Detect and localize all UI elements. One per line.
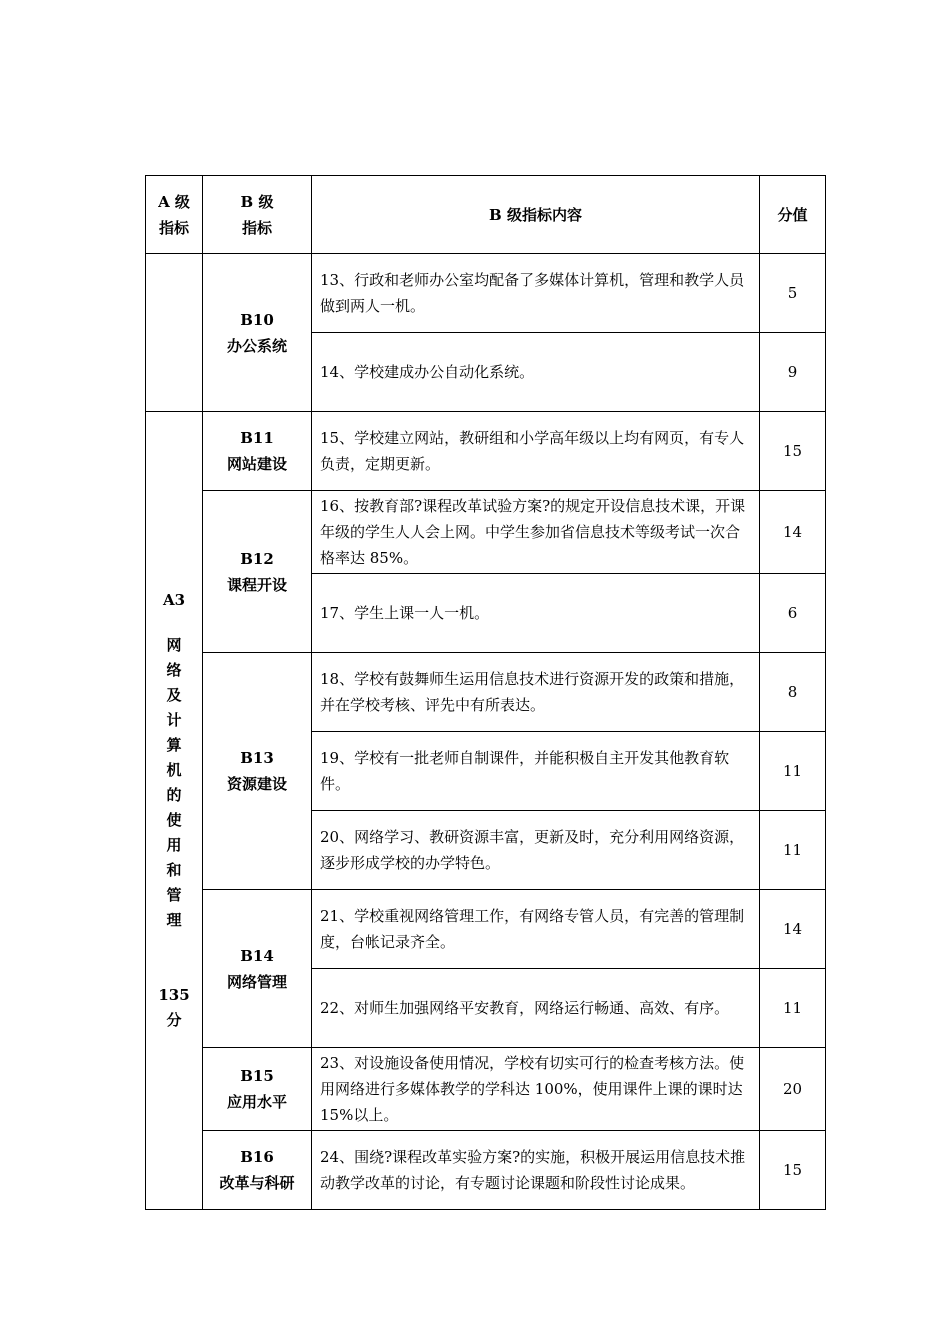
item-score: 11 bbox=[760, 732, 826, 811]
table-row bbox=[146, 412, 826, 491]
item-score: 15 bbox=[760, 412, 826, 491]
item-content: 21、学校重视网络管理工作，有网络专管人员，有完善的管理制度，台帐记录齐全。 bbox=[312, 890, 760, 969]
b-code: B13 bbox=[240, 749, 274, 767]
table-row bbox=[146, 1048, 826, 1131]
item-content: 23、对设施设备使用情况，学校有切实可行的检查考核方法。使用网络进行多媒体教学的学科达 100%，使用课件上课的课时达 15%以上。 bbox=[312, 1048, 760, 1131]
b14-cell bbox=[203, 890, 312, 1048]
b-name: 网站建设 bbox=[226, 455, 287, 473]
b-code: B12 bbox=[240, 549, 274, 568]
item-content: 13、行政和老师办公室均配备了多媒体计算机，管理和教学人员做到两人一机。 bbox=[312, 254, 760, 333]
b-name: 课程开设 bbox=[226, 575, 287, 594]
b-name: 应用水平 bbox=[226, 1093, 287, 1111]
table-row bbox=[146, 254, 826, 333]
b-code: B14 bbox=[240, 946, 274, 965]
table-row bbox=[146, 1131, 826, 1210]
a3-cell: A3 网 络 及 计 算 机 的 使 用 和 管 理 135 分 bbox=[146, 412, 203, 1210]
item-content: 18、学校有鼓舞师生运用信息技术进行资源开发的政策和措施，并在学校考核、评先中有所表达。 bbox=[312, 653, 760, 732]
item-content: 22、对师生加强网络平安教育，网络运行畅通、高效、有序。 bbox=[312, 969, 760, 1048]
item-score: 11 bbox=[760, 811, 826, 890]
item-content: 19、学校有一批老师自制课件，并能积极自主开发其他教育软件。 bbox=[312, 732, 760, 811]
b13-cell bbox=[203, 653, 312, 890]
item-score: 8 bbox=[760, 653, 826, 732]
score-header: 分值 bbox=[760, 176, 826, 254]
item-score: 9 bbox=[760, 333, 826, 412]
item-score: 6 bbox=[760, 574, 826, 653]
table-row bbox=[146, 653, 826, 732]
item-content: 24、围绕?课程改革实验方案?的实施，积极开展运用信息技术推动教学改革的讨论，有专题讨论课题和阶段性讨论成果。 bbox=[312, 1131, 760, 1210]
item-score: 14 bbox=[760, 491, 826, 574]
item-score: 14 bbox=[760, 890, 826, 969]
table-header-row bbox=[146, 176, 826, 254]
b-code: B11 bbox=[240, 429, 274, 447]
a3-code: A3 bbox=[162, 591, 186, 609]
item-content: 15、学校建立网站，教研组和小学高年级以上均有网页，有专人负责，定期更新。 bbox=[312, 412, 760, 491]
item-score: 20 bbox=[760, 1048, 826, 1131]
item-content: 20、网络学习、教研资源丰富，更新及时，充分利用网络资源，逐步形成学校的办学特色。 bbox=[312, 811, 760, 890]
b-name: 资源建设 bbox=[226, 775, 287, 793]
item-content: 17、学生上课一人一机。 bbox=[312, 574, 760, 653]
b15-cell bbox=[203, 1048, 312, 1131]
b10-cell bbox=[203, 254, 312, 412]
b-name: 网络管理 bbox=[226, 972, 287, 991]
b-code: B16 bbox=[240, 1148, 274, 1166]
item-content: 16、按教育部?课程改革试验方案?的规定开设信息技术课，开课年级的学生人人会上网。中学生参加省信息技术等级考试一次合格率达 85%。 bbox=[312, 491, 760, 574]
b11-cell bbox=[203, 412, 312, 491]
item-score: 5 bbox=[760, 254, 826, 333]
item-score: 11 bbox=[760, 969, 826, 1048]
evaluation-criteria-table bbox=[145, 175, 826, 1210]
b12-cell bbox=[203, 491, 312, 653]
a3-points-unit: 分 bbox=[166, 1011, 182, 1029]
b-name: 改革与科研 bbox=[219, 1174, 295, 1192]
item-score: 15 bbox=[760, 1131, 826, 1210]
a-level-header: A 级 指标 bbox=[146, 176, 203, 254]
b-level-header: B 级 指标 bbox=[203, 176, 312, 254]
table-row bbox=[146, 890, 826, 969]
content-header: B 级指标内容 bbox=[312, 176, 760, 254]
b16-cell bbox=[203, 1131, 312, 1210]
table-row bbox=[146, 491, 826, 574]
item-content: 14、学校建成办公自动化系统。 bbox=[312, 333, 760, 412]
b-code: B15 bbox=[240, 1067, 274, 1085]
b-code: B10 bbox=[240, 310, 274, 329]
a-level-empty-cell bbox=[146, 254, 203, 412]
a3-points-number: 135 bbox=[158, 986, 190, 1004]
b-name: 办公系统 bbox=[226, 336, 287, 355]
